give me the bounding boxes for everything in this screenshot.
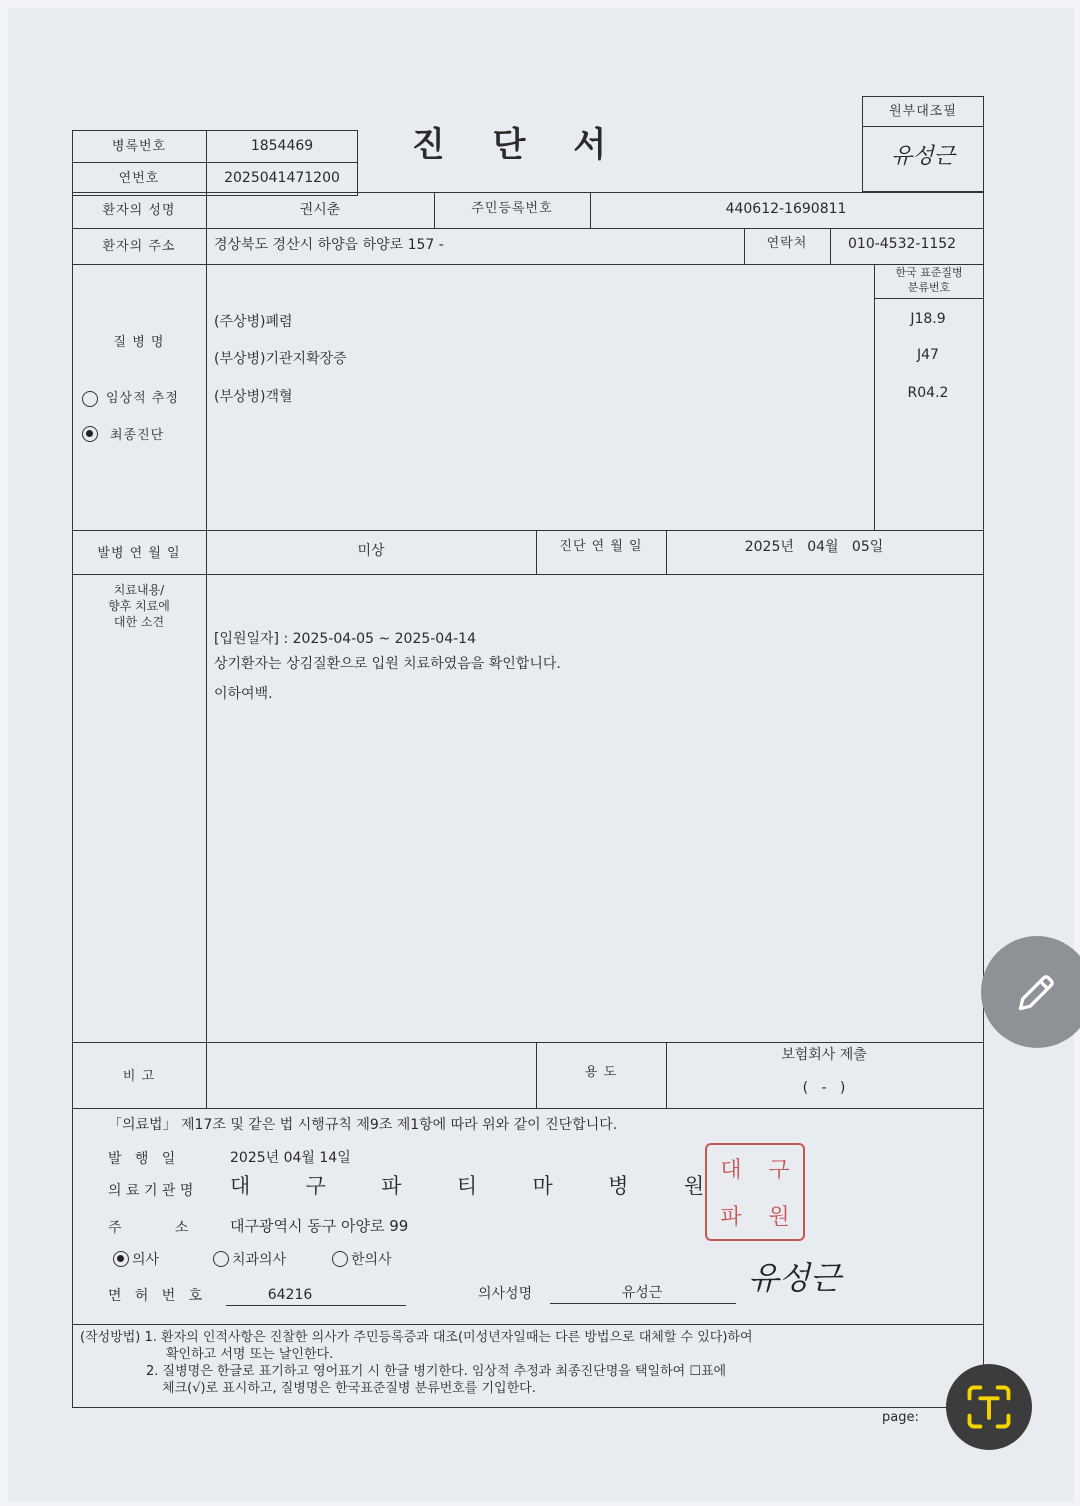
code-header-line2: 분류번호	[907, 281, 951, 294]
record-box-vline	[206, 130, 207, 196]
institution-name: 대 구 파 티 마 병 원	[230, 1174, 719, 1198]
document-page	[8, 8, 1074, 1502]
row-line-6	[72, 1108, 984, 1109]
contact-label: 연락처	[766, 236, 808, 251]
seal-char-3: 파	[720, 1205, 742, 1230]
onset-date-value: 미상	[357, 543, 385, 559]
resident-no-value: 440612-1690811	[725, 201, 847, 217]
license-underline	[226, 1305, 406, 1306]
code-header-divider	[874, 298, 984, 299]
license-label: 면 허 번 호	[108, 1288, 203, 1304]
row-line-1	[72, 228, 984, 229]
treatment-line-3: 이하여백.	[214, 686, 273, 702]
contact-value: 010-4532-1152	[848, 236, 957, 252]
onset-date-label: 발병 연 월 일	[97, 546, 181, 561]
issue-date-value: 2025년 04월 14일	[230, 1150, 351, 1166]
record-no-label: 병록번호	[111, 139, 167, 154]
issue-date-label: 발 행 일	[108, 1151, 176, 1167]
clinical-estimate-label: 임상적 추정	[106, 391, 179, 406]
page-label: page:	[882, 1410, 919, 1425]
text-recognition-button[interactable]	[946, 1364, 1032, 1450]
onset-vline-1	[206, 530, 207, 574]
approval-signature: 유성근	[891, 144, 955, 169]
treatment-vline	[206, 574, 207, 1042]
instruction-line-4: 체크(√)로 표시하고, 질병명은 한국표준질병 분류번호를 기입한다.	[162, 1381, 536, 1396]
treatment-line-2: 상기환자는 상김질환으로 입원 치료하였음을 확인합니다.	[214, 656, 561, 672]
address-value: 경상북도 경산시 하양읍 하양로 157 -	[214, 237, 444, 253]
row-line-2	[72, 264, 984, 265]
row-line-3	[72, 530, 984, 531]
approval-divider	[862, 126, 984, 127]
remarks-label: 비 고	[122, 1069, 156, 1084]
serial-no-value: 2025041471200	[224, 170, 340, 186]
text-recognition-icon	[963, 1381, 1015, 1433]
page-title: 진 단 서	[411, 125, 625, 165]
address-vline-3	[830, 228, 831, 264]
diagnosis-date-value: 2025년 04월 05일	[744, 539, 884, 555]
institution-address-value: 대구광역시 동구 아양로 99	[230, 1217, 409, 1235]
record-no-value: 1854469	[250, 138, 314, 154]
onset-vline-2	[536, 530, 537, 574]
final-diagnosis-radio[interactable]	[82, 426, 98, 442]
diagnosis-code-1: J18.9	[910, 311, 946, 327]
address-vline-1	[206, 228, 207, 264]
treatment-label-2: 향후 치료에	[108, 599, 170, 613]
diagnosis-code-2: J47	[917, 347, 939, 363]
resident-no-label: 주민등록번호	[471, 201, 553, 216]
patient-name-label: 환자의 성명	[102, 203, 176, 218]
address-label: 환자의 주소	[102, 239, 176, 254]
row-line-5	[72, 1042, 984, 1043]
instruction-line-3: 2. 질병명은 한글로 표기하고 영어표기 시 한글 병기한다. 임상적 추정과 최종진단명을 택일하여 ☐표에	[146, 1364, 727, 1379]
diagnosis-code-3: R04.2	[907, 385, 949, 401]
license-value: 64216	[267, 1287, 313, 1303]
legal-statement: 「의료법」 제17조 및 같은 법 시행규칙 제9조 제1항에 따라 위와 같이 진단합니다.	[108, 1117, 618, 1133]
institution-address-label: 주 소	[108, 1220, 189, 1236]
instruction-line-1: (작성방법) 1. 환자의 인적사항은 진찰한 의사가 주민등록증과 대조(미성년자일때는 다른 방법으로 대체할 수 있다)하여	[80, 1330, 753, 1345]
doctor-type-radio-md[interactable]	[113, 1251, 129, 1267]
serial-no-label: 연번호	[118, 171, 160, 186]
purpose-value: 보험회사 제출	[781, 1047, 867, 1063]
doctor-type-radio-oriental[interactable]	[332, 1251, 348, 1267]
doctor-type-radio-dentist[interactable]	[213, 1251, 229, 1267]
doctor-type-label-dentist: 치과의사	[232, 1252, 287, 1268]
doctor-type-label-md: 의사	[132, 1252, 160, 1268]
instruction-line-2: 확인하고 서명 또는 날인한다.	[166, 1347, 334, 1362]
name-vline-1	[206, 192, 207, 228]
name-vline-2	[434, 192, 435, 228]
treatment-label-3: 대한 소견	[113, 615, 165, 629]
record-box-divider	[72, 162, 358, 163]
code-header-line1: 한국 표준질병	[895, 266, 963, 279]
diagnosis-form	[72, 192, 984, 1408]
diagnosis-date-label: 진단 연 월 일	[559, 539, 643, 554]
treatment-label-1: 치료내용/	[113, 583, 165, 597]
final-diagnosis-label: 최종진단	[110, 428, 165, 443]
seal-char-1: 대	[720, 1158, 742, 1183]
name-vline-3	[590, 192, 591, 228]
treatment-line-1: [입원일자] : 2025-04-05 ~ 2025-04-14	[214, 631, 476, 647]
row-line-4	[72, 574, 984, 575]
doctor-name-value: 유성근	[621, 1285, 663, 1301]
disease-vline-1	[206, 264, 207, 530]
pencil-icon	[1015, 970, 1059, 1014]
seal-char-4: 원	[768, 1205, 790, 1230]
diagnosis-name-1: (주상병)폐렴	[214, 314, 293, 330]
doctor-name-underline	[550, 1303, 736, 1304]
remarks-vline-1	[206, 1042, 207, 1108]
patient-name-value: 권시춘	[299, 202, 341, 218]
doctor-type-label-oriental: 한의사	[351, 1252, 392, 1268]
remarks-vline-2	[536, 1042, 537, 1108]
institution-label: 의 료 기 관 명	[108, 1183, 194, 1199]
seal-char-2: 구	[768, 1158, 790, 1183]
disease-vline-2	[874, 264, 875, 530]
doctor-name-label: 의사성명	[478, 1286, 533, 1302]
diagnosis-name-3: (부상병)객혈	[214, 389, 293, 405]
approval-label: 원부대조필	[889, 104, 957, 119]
onset-vline-3	[666, 530, 667, 574]
disease-label: 질 병 명	[113, 335, 165, 350]
hospital-seal	[705, 1143, 805, 1241]
instructions-divider	[72, 1324, 984, 1325]
clinical-estimate-radio[interactable]	[82, 391, 98, 407]
purpose-paren: ( - )	[802, 1080, 846, 1096]
diagnosis-name-2: (부상병)기관지확장증	[214, 351, 347, 367]
remarks-vline-3	[666, 1042, 667, 1108]
address-vline-2	[744, 228, 745, 264]
doctor-signature: 유성근	[748, 1259, 841, 1297]
purpose-label: 용 도	[584, 1065, 618, 1080]
